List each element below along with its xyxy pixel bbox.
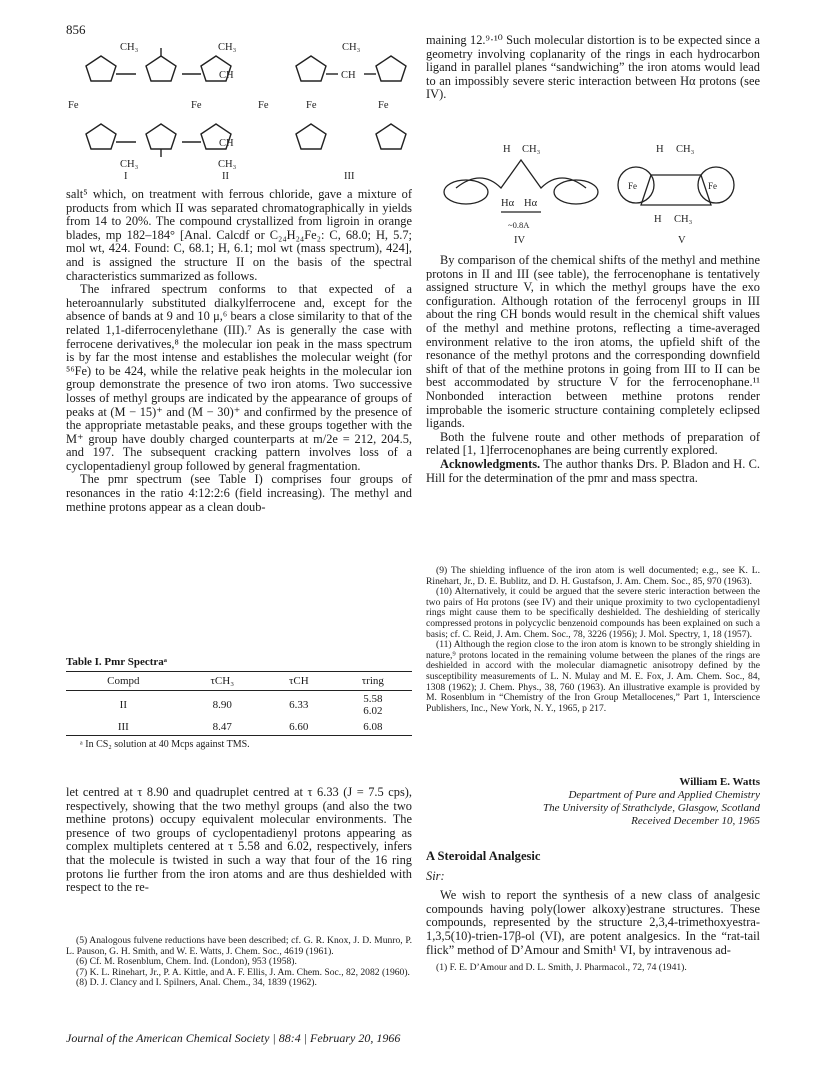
author-dept: Department of Pure and Applied Chemistry [568, 789, 760, 801]
label-ch3: CH₃ [120, 159, 139, 170]
label-fe: Fe [191, 100, 202, 111]
label-distance: ~0.8A [508, 220, 530, 230]
salutation: Sir: [426, 868, 445, 883]
label-compound-I: I [124, 171, 128, 182]
label-ch3: CH₃ [218, 159, 237, 170]
footnote: (5) Analogous fulvene reductions have been described; cf. G. R. Knox, J. D. Munro, P. L. Pauson, G. H. Smith, and W. E. Watts, J. Chem. Soc., 4619 (1961). [66, 935, 412, 957]
page-number: 856 [66, 22, 86, 37]
paragraph: We wish to report the synthesis of a new class of analgesic compounds having poly(lower alkoxy)estrane structures. These compounds, represented by the structure 2,3,4-trimethoxyestra-1,3,5(10)-trien-17β-ol (VI), are potent analgesics. In the “rat-tail flick” method of D’Amour and Smith¹ VI, by intravenous ad- [426, 888, 760, 957]
cp-ring [146, 124, 176, 149]
paragraph: The infrared spectrum conforms to that expected of a heteroannularly substituted dialkylferrocene and, except for the absence of bands at 9 and 10 μ,⁶ bears a close similarity to that of the related 1,1-diferrocenylethane (III).⁷ As is generally the case with ferrocene derivatives,⁸ the molecular ion peak in the mass spectrum is by far the most intense and establishes the molecular weight (for ⁵⁶Fe) to be 424, while the relative peak heights in the molecular ion group demonstrate the presence of two iron atoms. Two successive losses of methyl groups are indicated by the appearance of groups of peaks at (M − 15)⁺ and (M − 30)⁺ and confirmed by the presence of the appropriate metastable peaks, and these groups together with the M⁺ group have doubly charged counterparts at m/2e = 212, 204.5, and 197. The subsequent cracking pattern involves loss of a cyclopentadienyl group followed by general fragmentation. [66, 282, 412, 473]
paragraph: By comparison of the chemical shifts of the methyl and methine protons in II and III (see table), the ferrocenophane is tentatively assigned structure V, in which the methyl groups have the exo configuration. Although rotation of the ferrocenyl groups in III about the ring CH bonds would result in the chemical shift values of the methyl and methine protons, reflecting a time-averaged environment relative to the iron atoms, the upfield shift of the resonance of the methyl protons and the corresponding downfield shift of that of the methine protons in going from III to II can be best accommodated by structure V for the ferrocenophane.¹¹ Nonbonded interaction between methine protons render improbable the isomeric structure containing completely eclipsed ligands. [426, 253, 760, 431]
label-h-alpha: Hα [501, 198, 515, 209]
author-univ: The University of Strathclyde, Glasgow, Scotland [542, 802, 760, 814]
signature-block [426, 776, 760, 828]
footnote: (6) Cf. M. Rosenblum, Chem. Ind. (London), 953 (1958). [76, 956, 297, 968]
footnote: (11) Although the region close to the iron atom is known to be strongly shielding in nature,⁹ protons located in the remaining volume between the planes of the rings are deshielded in accord with the molecular diamagnetic anisotropy defined by the susceptibility measurements of L. N. Mulay and M. E. Fox, J. Am. Chem. Soc., 84, 1308 (1962); J. Chem. Phys., 38, 760 (1963). An illustrative example is provided by M. Rosenblum in “Chemistry of the Iron Group Metallocenes,” Part 1, Interscience Publishers, Inc., New York, N. Y., 1965, p 217. [426, 639, 760, 714]
ack-heading: Acknowledgments. [440, 456, 541, 471]
label-fe: Fe [708, 181, 717, 191]
footnote: (7) K. L. Rinehart, Jr., P. A. Kittle, and A. F. Ellis, J. Am. Chem. Soc., 82, 2082 (1960). [76, 966, 410, 978]
label-ch3: CH₃ [120, 42, 139, 53]
label-ch3: CH₃ [522, 144, 541, 155]
table-note: ᵃ In CS₂ solution at 40 Mcps against TMS. [80, 739, 250, 750]
cp-ring [444, 180, 488, 204]
cp-ring [296, 56, 326, 81]
label-ch3: CH₃ [342, 42, 361, 53]
label-h-alpha: Hα [524, 198, 538, 209]
paragraph: Both the fulvene route and other methods of preparation of related [1, 1]ferrocenophanes are being currently explored. [426, 429, 760, 458]
table-title: Table I. Pmr Spectraᵃ [66, 656, 167, 668]
acknowledgments [426, 458, 760, 485]
paragraph: The pmr spectrum (see Table I) comprises four groups of resonances in the ratio 4:12:2:6 (field increasing). The methyl and methine protons appear as a clean doub- [66, 472, 412, 514]
cp-ring [86, 56, 116, 81]
label-ch: CH [219, 70, 234, 81]
label-fe: Fe [378, 100, 389, 111]
ferrocene-structures-figure [66, 36, 412, 182]
left-footnotes [66, 936, 412, 989]
label-ch: CH [341, 70, 356, 81]
label-fe: Fe [68, 100, 79, 111]
footnote: (1) F. E. D’Amour and D. L. Smith, J. Pharmacol., 72, 74 (1941). [436, 962, 687, 974]
left-column-text-2 [66, 786, 412, 895]
label-fe: Fe [258, 100, 269, 111]
paragraph: maining 12.⁹·¹⁰ Such molecular distortion is to be expected since a geometry involving coplanarity of the rings in each hydrocarbon ligand in parallel planes “sandwiching” the iron atoms would lead to an impossibly severe steric interaction between Hα protons (see IV). [426, 33, 760, 102]
cp-ring [86, 124, 116, 149]
right-column-text-1 [426, 34, 760, 102]
paragraph: let centred at τ 8.90 and quadruplet centred at τ 6.33 (J = 7.5 cps), respectively, showing that the two methyl groups (and also the two methine protons) occupy equivalent molecular environments. The presence of two groups of cyclopentadienyl protons appearing as complex multiplets centered at τ 5.58 and 6.02, respectively, infers that the molecule is twisted in such a way that four of the 16 ring protons lie further from the iron atoms and are thus deshielded with respect to the re- [66, 785, 412, 895]
structures-iv-v-figure [426, 140, 760, 248]
author-name: William E. Watts [679, 776, 760, 788]
label-fe: Fe [628, 181, 637, 191]
pmr-table [66, 656, 412, 750]
table-cell: 6.60 [264, 719, 334, 736]
table-cell: 8.47 [181, 719, 264, 736]
label-compound-IV: IV [514, 235, 526, 246]
table-header: Compd [66, 672, 181, 691]
cp-ring [554, 180, 598, 204]
label-compound-V: V [678, 235, 686, 246]
label-fe: Fe [306, 100, 317, 111]
table-cell: III [66, 719, 181, 736]
footnote: (10) Alternatively, it could be argued that the severe steric interaction between the two pairs of Hα protons (see IV) and their unique proximity to two cyclopentadienyl rings might cause them to be specifically deshielded. The deshielding of sterically compressed protons in polycyclic benzenoid compounds has been explained on such a basis; cf. C. Reid, J. Am. Chem. Soc., 78, 3226 (1956); J. Mol. Spectry, 1, 18 (1957). [426, 586, 760, 640]
journal-footer: Journal of the American Chemical Society | 88:4 | February 20, 1966 [66, 1031, 401, 1045]
label-compound-III: III [344, 171, 355, 182]
cp-ring [376, 124, 406, 149]
right-footnotes [426, 566, 760, 714]
table-cell: 5.58 6.02 [363, 693, 383, 717]
footnote: (8) D. J. Clancy and I. Spilners, Anal. Chem., 34, 1839 (1962). [76, 977, 317, 989]
label-ch3: CH₃ [218, 42, 237, 53]
table-cell: 6.33 [289, 699, 309, 711]
table-header: τring [334, 672, 412, 691]
label-h: H [503, 144, 511, 155]
footnote: (9) The shielding influence of the iron atom is well documented; e.g., see K. L. Rinehart, Jr., D. E. Bublitz, and D. H. Gustafson, J. Am. Chem. Soc., 85, 970 (1963). [426, 565, 760, 587]
label-compound-II: II [222, 171, 229, 182]
article-title: A Steroidal Analgesic [426, 849, 541, 863]
article-steroidal-analgesic [426, 850, 760, 974]
table-cell: II [119, 699, 127, 711]
table-cell: 6.08 [334, 719, 412, 736]
label-h: H [654, 214, 662, 225]
table-header: τCH₃ [181, 672, 264, 691]
ack-text: The author thanks Drs. P. Bladon and H. C. Hill for the determination of the pmr and mass spectra. [426, 456, 761, 485]
paragraph: salt⁵ which, on treatment with ferrous chloride, gave a mixture of products from which II was separated chromatographically in yields from 14 to 20%. The compound crystallized from ligroin in orange blades, mp 182–184° [Anal. Calcdf or C₂₄H₂₄Fe₂: C, 68.0; H, 5.7; mol wt, 424. Found: C, 68.1; H, 6.1; mol wt (mass spectrum), 424], and is assigned the structure II on the basis of the spectral characteristics summarized as follows. [66, 187, 412, 283]
label-ch3: CH₃ [676, 144, 695, 155]
table-header: τCH [264, 672, 334, 691]
right-column-text-2 [426, 254, 760, 485]
left-column-text-1 [66, 188, 412, 514]
cp-ring [146, 56, 176, 81]
table-cell: 8.90 [212, 699, 232, 711]
received-date: Received December 10, 1965 [631, 815, 760, 827]
cp-ring [296, 124, 326, 149]
label-ch3: CH₃ [674, 214, 693, 225]
label-ch: CH [219, 138, 234, 149]
label-h: H [656, 144, 664, 155]
cp-ring [376, 56, 406, 81]
